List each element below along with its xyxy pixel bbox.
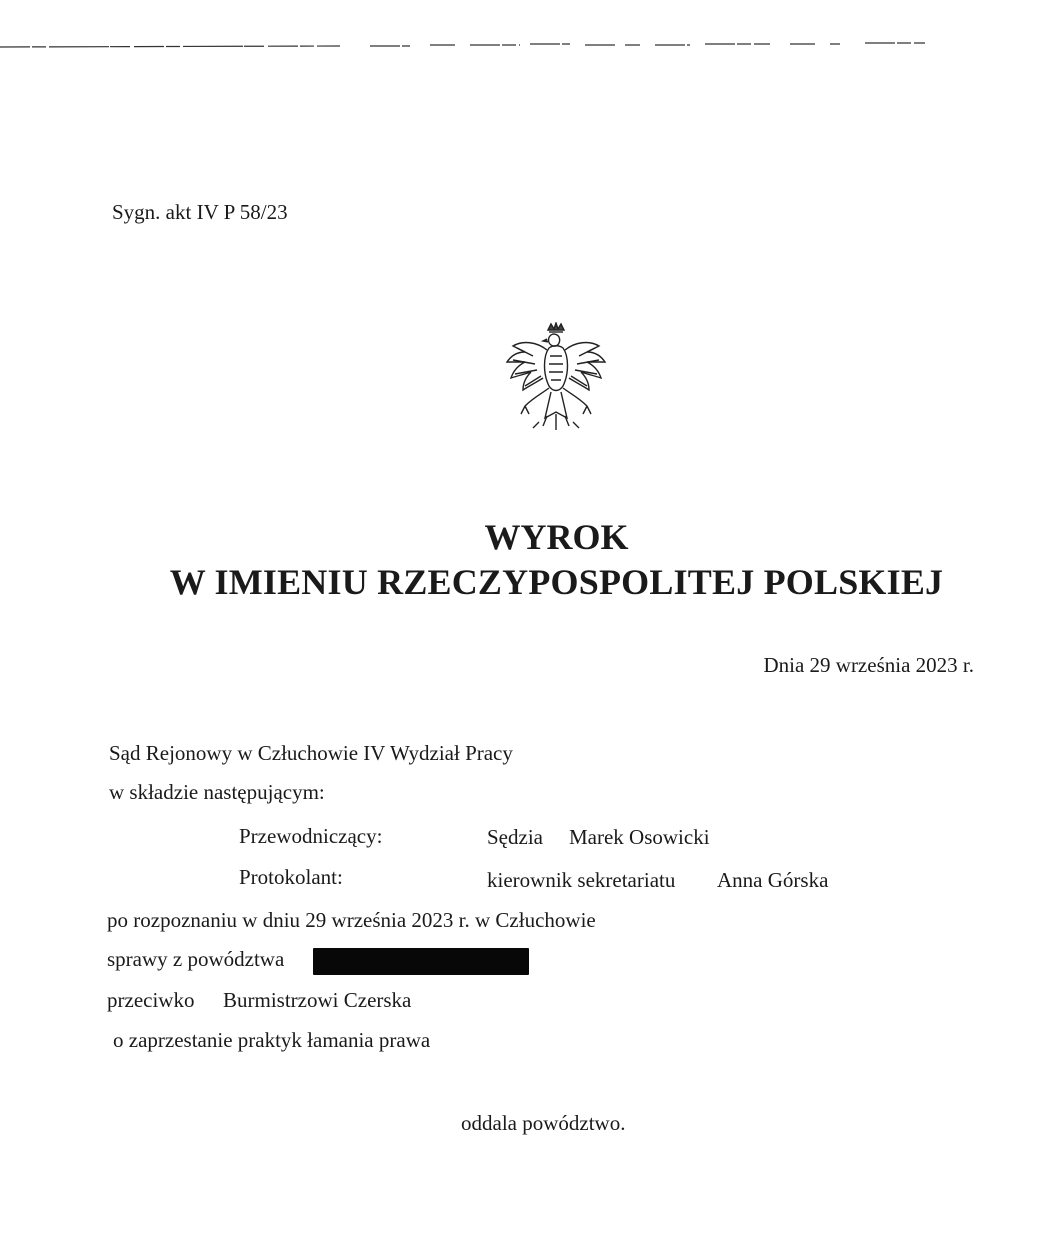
judgment-date: Dnia 29 września 2023 r. bbox=[763, 653, 974, 677]
chair-label: Przewodniczący: bbox=[239, 824, 383, 848]
defendant-name: Burmistrzowi Czerska bbox=[223, 988, 412, 1012]
clerk-label: Protokolant: bbox=[239, 865, 343, 889]
scan-artifact-line bbox=[0, 42, 930, 50]
document-title: WYROK bbox=[484, 517, 629, 557]
case-subject: o zaprzestanie praktyk łamania prawa bbox=[113, 1028, 431, 1052]
defendant-label: przeciwko bbox=[107, 988, 195, 1012]
court-name: Sąd Rejonowy w Człuchowie IV Wydział Pracy bbox=[109, 741, 513, 765]
chair-name: Marek Osowicki bbox=[569, 825, 710, 849]
chair-role: Sędzia bbox=[487, 825, 543, 849]
plaintiff-label: sprawy z powództwa bbox=[107, 947, 285, 971]
polish-eagle-emblem-icon bbox=[503, 322, 609, 434]
composition-intro: w składzie następującym: bbox=[109, 780, 325, 804]
ruling-text: oddala powództwo. bbox=[461, 1111, 626, 1135]
clerk-role: kierownik sekretariatu bbox=[487, 868, 676, 892]
case-signature: Sygn. akt IV P 58/23 bbox=[112, 200, 288, 224]
document-subtitle: W IMIENIU RZECZYPOSPOLITEJ POLSKIEJ bbox=[169, 562, 944, 602]
clerk-name: Anna Górska bbox=[717, 868, 829, 892]
plaintiff-redaction-block bbox=[313, 948, 529, 975]
hearing-line: po rozpoznaniu w dniu 29 września 2023 r. w Człuchowie bbox=[107, 908, 596, 932]
